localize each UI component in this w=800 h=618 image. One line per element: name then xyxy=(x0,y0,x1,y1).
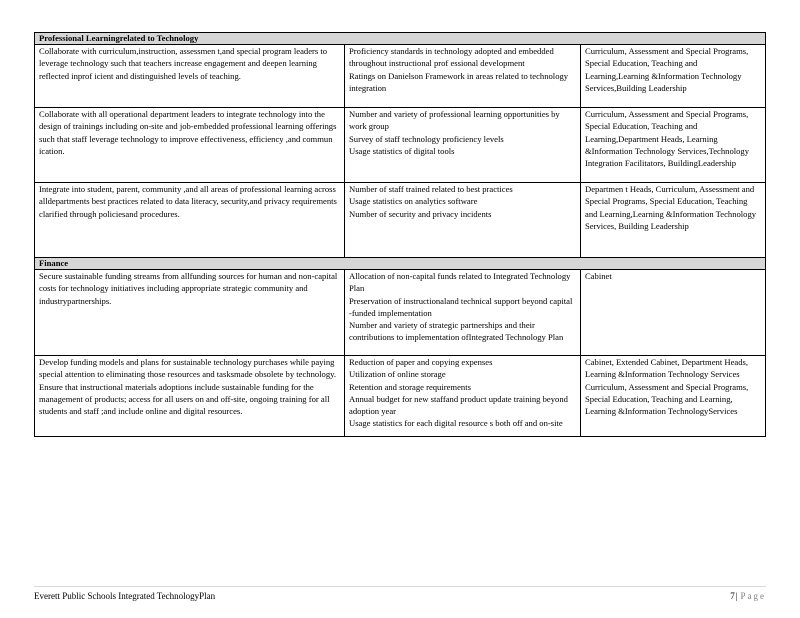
table-row xyxy=(35,270,766,356)
responsible-text: Curriculum, Assessment and Special Programs, Special Education, Teaching and Learning, Learning &Information TechnologyServices xyxy=(585,381,749,417)
footer-divider xyxy=(34,586,766,587)
plan-table xyxy=(34,32,766,437)
measure-text: Proficiency standards in technology adopted and embedded throughout instructional prof essional development xyxy=(349,46,554,69)
section-header-finance xyxy=(35,258,766,270)
measure-text: Retention and storage requirements xyxy=(349,381,471,392)
table-row xyxy=(35,183,766,258)
measure-text: Reduction of paper and copying expenses xyxy=(349,357,493,367)
footer-page-indicator xyxy=(730,591,766,602)
strategy-cell xyxy=(35,356,345,437)
responsible-text: Cabinet, Extended Cabinet, Department Heads, Learning &Information Technology Services xyxy=(585,357,748,380)
measure-text: Ratings on Danielson Framework in areas related to technology integration xyxy=(349,70,569,93)
strategy-cell xyxy=(35,45,345,108)
measure-text: Number of staff trained related to best practices xyxy=(349,184,513,194)
section-title: Professional Learningrelated to Technology xyxy=(35,33,766,45)
page-number: 7 xyxy=(730,591,735,601)
page-label: Page xyxy=(740,591,766,601)
strategy-cell xyxy=(35,108,345,183)
table-row xyxy=(35,108,766,183)
measure-text: Number and variety of professional learning opportunities by work group xyxy=(349,109,560,132)
responsible-cell xyxy=(581,183,766,258)
table-row xyxy=(35,45,766,108)
page-separator: | xyxy=(735,591,738,601)
strategy-cell xyxy=(35,270,345,356)
measure-text: Number of security and privacy incidents xyxy=(349,208,492,219)
footer-document-title: Everett Public Schools Integrated TechnologyPlan xyxy=(34,591,216,601)
responsible-cell xyxy=(581,45,766,108)
measure-text: Number and variety of strategic partnerships and their contributions to implementation ofIntegrated Technology Plan xyxy=(349,320,564,343)
strategy-text: Ensure that instructional materials adoptions include sustainable funding for the management of products; access for all users on and off-site, ongoing training for all students and staff ;and include online and digital resources. xyxy=(39,381,330,417)
strategy-text: Integrate into student, parent, community ,and all areas of professional learning across alldepartments best practices related to data literacy, security,and privacy requirements clarified through policiesand procedures. xyxy=(39,184,337,219)
measure-text: Usage statistics of digital tools xyxy=(349,145,455,156)
measure-cell xyxy=(345,356,581,437)
strategy-text: Collaborate with curriculum,instruction, assessmen t,and special program leaders to leverage technology such that teachers increase engagement and deepen learning reflected inprof icient and distinguished levels of teaching. xyxy=(39,46,328,81)
responsible-cell xyxy=(581,356,766,437)
responsible-text: Curriculum, Assessment and Special Programs, Special Education, Teaching and Learning,Department Heads, Learning &Information Technology Services,Technology Integration Facilitators, BuildingLeadership xyxy=(585,109,750,169)
measure-text: Utilization of online storage xyxy=(349,369,446,380)
section-title: Finance xyxy=(35,258,766,270)
strategy-text: Secure sustainable funding streams from allfunding sources for human and non-capital costs for technology initiatives including appropriate strategic community and industrypartnerships. xyxy=(39,271,338,306)
responsible-cell xyxy=(581,270,766,356)
measure-text: Usage statistics on analytics software xyxy=(349,196,478,207)
measure-cell xyxy=(345,270,581,356)
measure-text: Preservation of instructionaland technical support beyond capital -funded implementation xyxy=(349,295,573,318)
responsible-text: Cabinet xyxy=(585,271,612,281)
responsible-text: Departmen t Heads, Curriculum, Assessment and Special Programs, Special Education, Teaching and Learning,Learning &Information Technology Services, Building Leadership xyxy=(585,184,757,231)
measure-cell xyxy=(345,45,581,108)
responsible-text: Curriculum, Assessment and Special Programs, Special Education, Teaching and Learning,Learning &Information Technology Services,Building Leadership xyxy=(585,46,749,93)
strategy-cell xyxy=(35,183,345,258)
responsible-cell xyxy=(581,108,766,183)
measure-text: Annual budget for new staffand product update training beyond adoption year xyxy=(349,393,568,417)
strategy-text: Collaborate with all operational department leaders to integrate technology into the design of trainings including on-site and job-embedded professional learning offerings such that staff leverage technology to improve effectiveness, efficiency ,and commun ication. xyxy=(39,109,337,156)
table-row xyxy=(35,356,766,437)
measure-cell xyxy=(345,183,581,258)
measure-cell xyxy=(345,108,581,183)
measure-text: Survey of staff technology proficiency levels xyxy=(349,133,504,144)
measure-text: Allocation of non-capital funds related to Integrated Technology Plan xyxy=(349,271,571,294)
section-header-professional-learning xyxy=(35,33,766,45)
strategy-text: Develop funding models and plans for sustainable technology purchases while paying special attention to eliminating those resources and tasksmade obsolete by technology. xyxy=(39,357,337,380)
measure-text: Usage statistics for each digital resource s both off and on-site xyxy=(349,418,563,429)
